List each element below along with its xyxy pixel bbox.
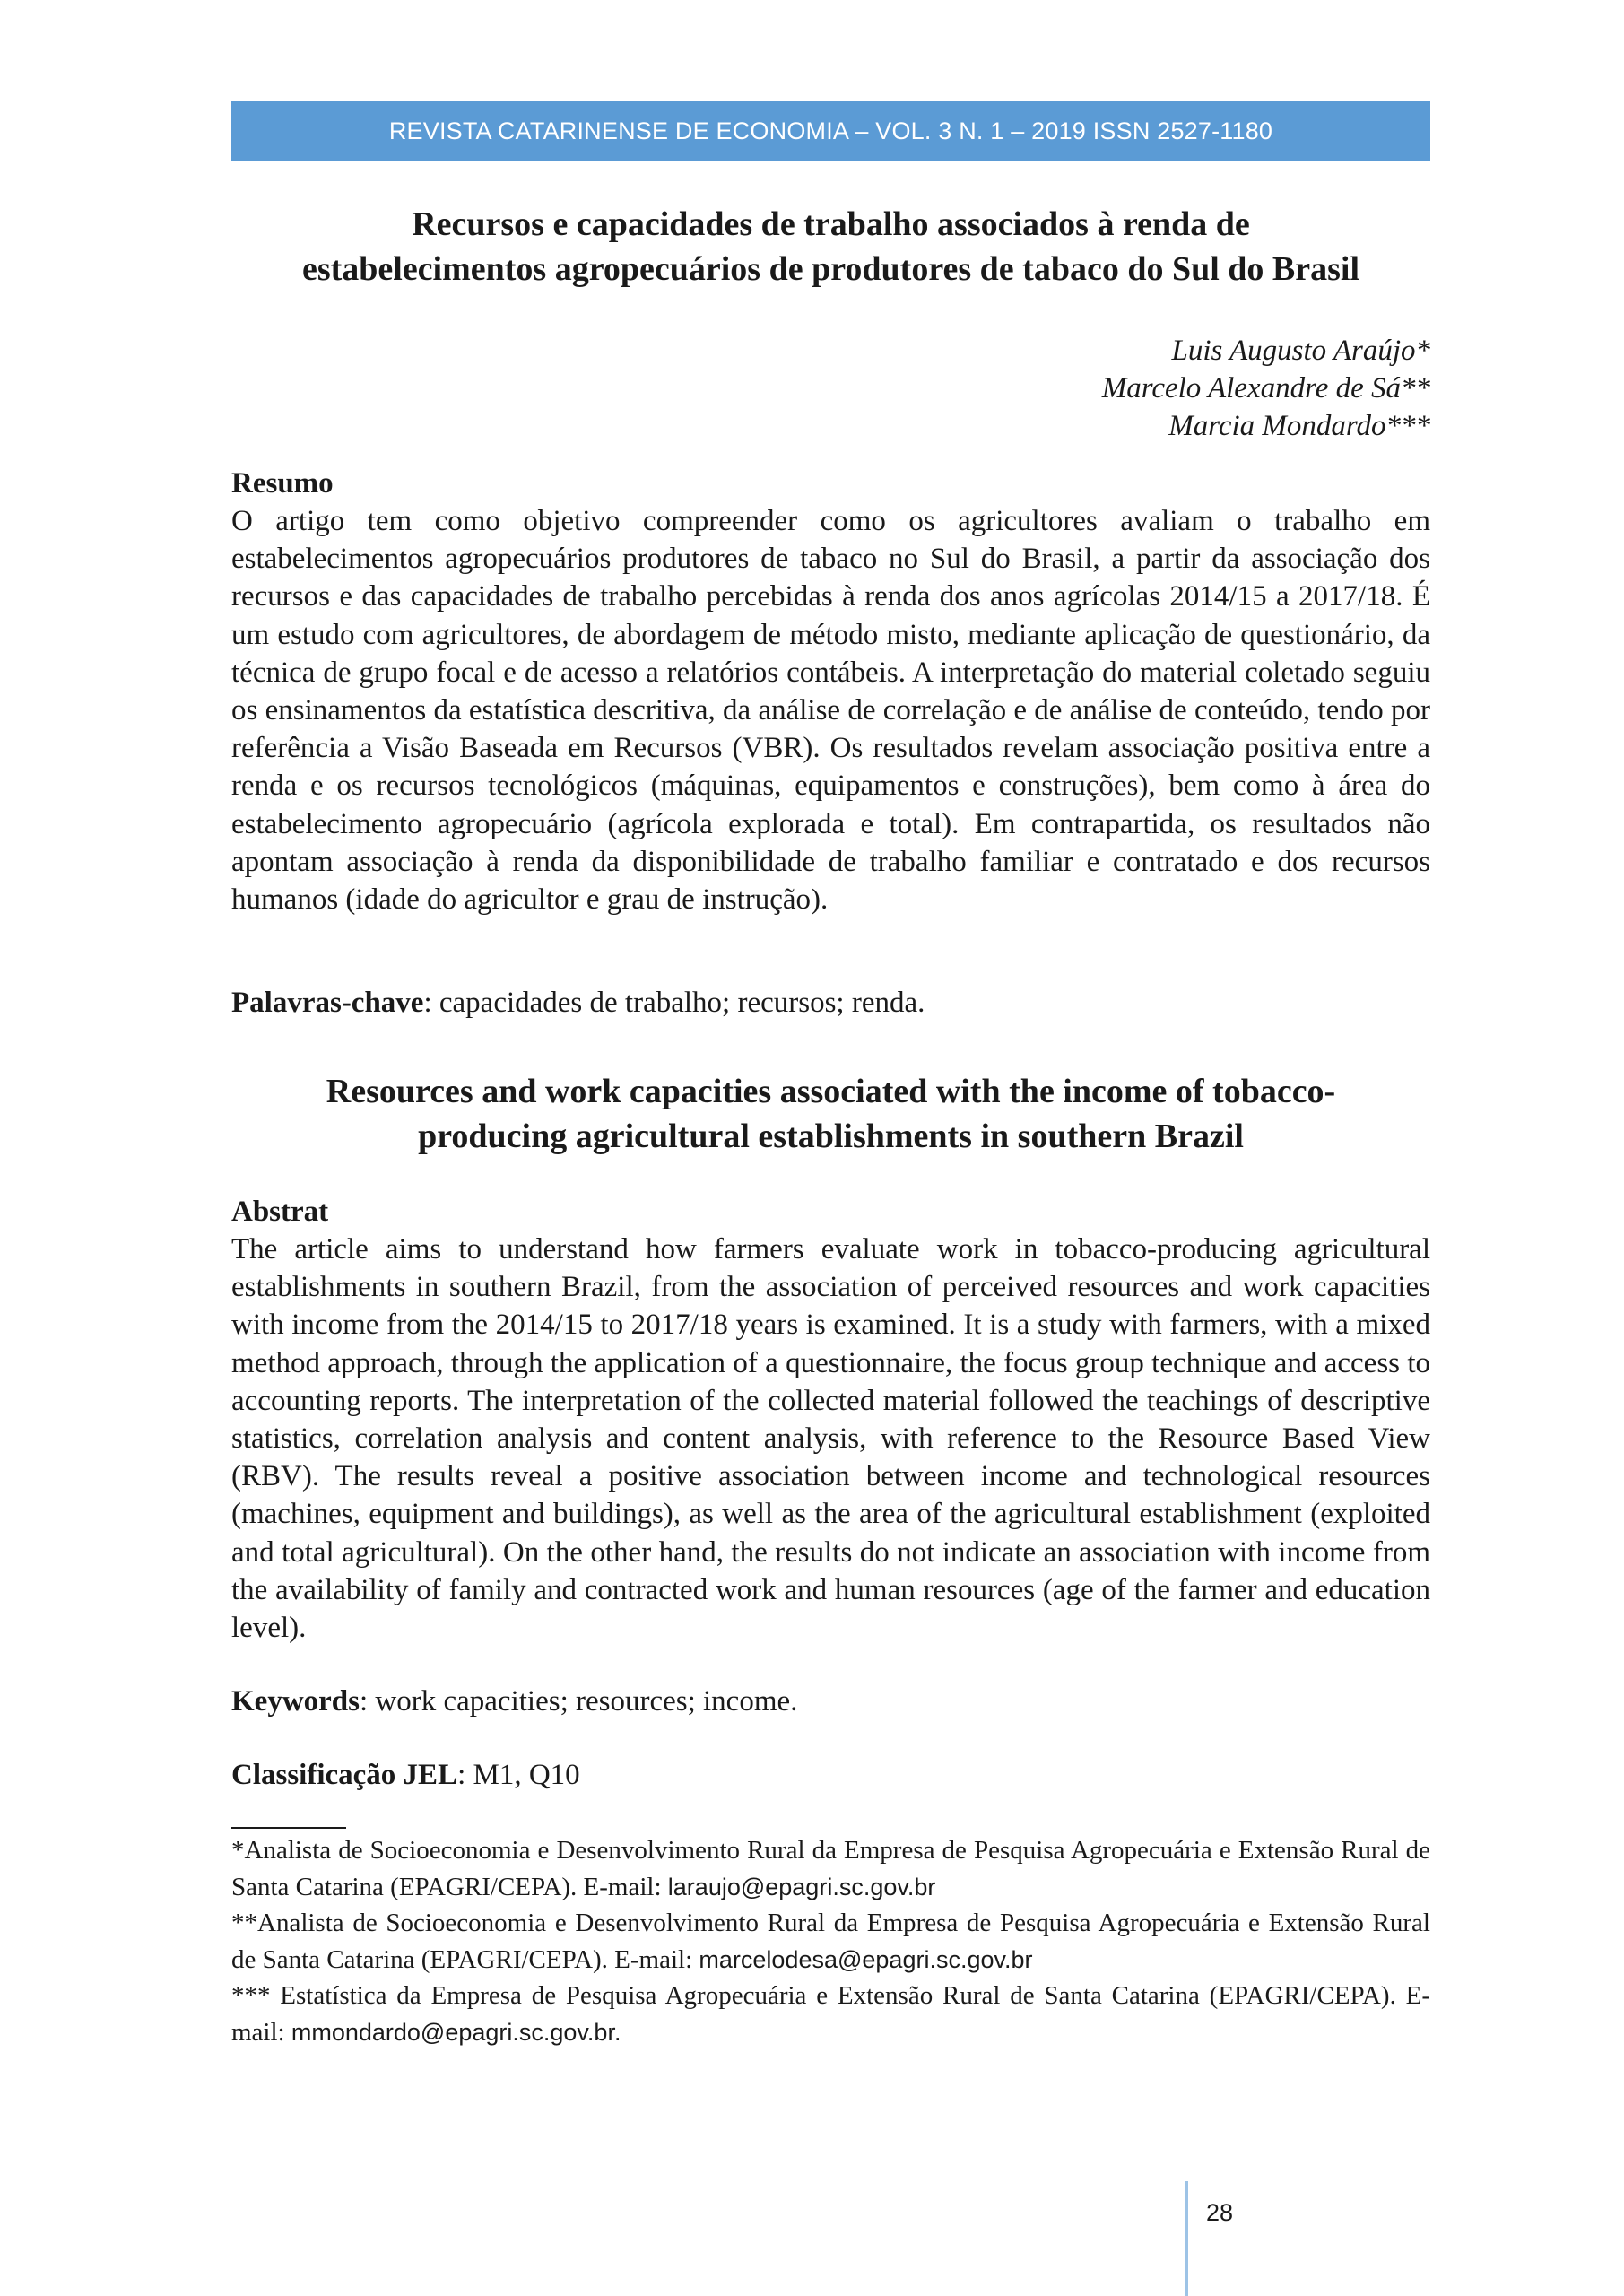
footnote-3-email[interactable]: mmondardo@epagri.sc.gov.br. <box>291 2018 621 2046</box>
footnote-2-email[interactable]: marcelodesa@epagri.sc.gov.br <box>699 1945 1033 1973</box>
resumo-section <box>231 465 1430 918</box>
title-en-line-2: producing agricultural establishments in southern Brazil <box>418 1118 1244 1155</box>
footnote-1-text: *Analista de Socioeconomia e Desenvolvimento Rural da Empresa de Pesquisa Agropecuária e Extensão Rural de Santa Catarina (EPAGRI/CEPA). E-mail: <box>231 1836 1430 1901</box>
footnote-3-text: *** Estatística da Empresa de Pesquisa Agropecuária e Extensão Rural de Santa Catarina (EPAGRI/CEPA). E-mail: <box>231 1981 1430 2047</box>
footnote-2-text: **Analista de Socioeconomia e Desenvolvimento Rural da Empresa de Pesquisa Agropecuária e Extensão Rural de Santa Catarina (EPAGRI/CEPA). E-mail: <box>231 1909 1430 1974</box>
keywords-line <box>231 1683 1430 1720</box>
jel-classification-line <box>231 1756 1430 1794</box>
jel-label: Classificação JEL <box>231 1759 458 1791</box>
abstract-text: The article aims to understand how farmers evaluate work in tobacco-producing agricultural establishments in southern Brazil, from the association of perceived resources and work capacities with income from the 2014/15 to 2017/18 years is examined. It is a study with farmers, with a mixed method approach, through the application of a questionnaire, the focus group technique and access to accounting reports. The interpretation of the collected material followed the teachings of descriptive statistics, correlation analysis and content analysis, with reference to the Resource Based View (RBV). The results reveal a positive association between income and technological resources (machines, equipment and buildings), as well as the area of the agricultural establishment (exploited and total agricultural). On the other hand, the results do not indicate an association with income from the availability of family and contracted work and human resources (age of the farmer and education level). <box>231 1233 1430 1645</box>
footnote-3 <box>231 1978 1430 2050</box>
resumo-heading: Resumo <box>231 467 334 500</box>
footnotes <box>231 1832 1430 2050</box>
journal-header-text: REVISTA CATARINENSE DE ECONOMIA – VOL. 3 N. 1 – 2019 ISSN 2527-1180 <box>388 117 1273 144</box>
resumo-text: O artigo tem como objetivo compreender como os agricultores avaliam o trabalho em estabelecimentos agropecuários produtores de tabaco no Sul do Brasil, a partir da associação dos recursos e das capacidades de trabalho percebidas à renda dos anos agrícolas 2014/15 a 2017/18. É um estudo com agricultores, de abordagem de método misto, mediante aplicação de questionário, da técnica de grupo focal e de acesso a relatórios contábeis. A interpretação do material coletado seguiu os ensinamentos da estatística descritiva, da análise de correlação e de análise de conteúdo, tendo por referência a Visão Baseada em Recursos (VBR). Os resultados revelam associação positiva entre a renda e os recursos tecnológicos (máquinas, equipamentos e construções), bem como à área do estabelecimento agropecuário (agrícola explorada e total). Em contrapartida, os resultados não apontam associação à renda da disponibilidade de trabalho familiar e contratado e dos recursos humanos (idade do agricultor e grau de instrução). <box>231 505 1430 917</box>
footnote-1 <box>231 1832 1430 1905</box>
author-list <box>231 332 1430 445</box>
article-title-english <box>231 1069 1430 1159</box>
page-number: 28 <box>1206 2199 1234 2226</box>
page-number-bar <box>1185 2181 1188 2296</box>
footnote-separator <box>231 1827 346 1829</box>
jel-text: : M1, Q10 <box>457 1759 580 1791</box>
footnote-1-email[interactable]: laraujo@epagri.sc.gov.br <box>667 1873 936 1900</box>
article-title-portuguese <box>231 202 1430 291</box>
title-en-line-1: Resources and work capacities associated with the income of tobacco- <box>326 1073 1336 1110</box>
palavras-chave-text: : capacidades de trabalho; recursos; renda. <box>423 987 925 1019</box>
keywords-text: : work capacities; resources; income. <box>360 1685 798 1718</box>
author-3: Marcia Mondardo*** <box>1168 410 1430 442</box>
keywords-label: Keywords <box>231 1685 360 1718</box>
journal-header <box>231 101 1430 161</box>
abstract-heading: Abstrat <box>231 1196 329 1228</box>
author-2: Marcelo Alexandre de Sá** <box>1101 372 1430 404</box>
author-1: Luis Augusto Araújo* <box>1171 335 1430 367</box>
palavras-chave-line <box>231 984 1430 1022</box>
abstract-section <box>231 1193 1430 1647</box>
palavras-chave-label: Palavras-chave <box>231 987 424 1019</box>
title-pt-line-2: estabelecimentos agropecuários de produtores de tabaco do Sul do Brasil <box>301 250 1360 288</box>
footnote-2 <box>231 1905 1430 1978</box>
title-pt-line-1: Recursos e capacidades de trabalho associados à renda de <box>412 205 1250 243</box>
